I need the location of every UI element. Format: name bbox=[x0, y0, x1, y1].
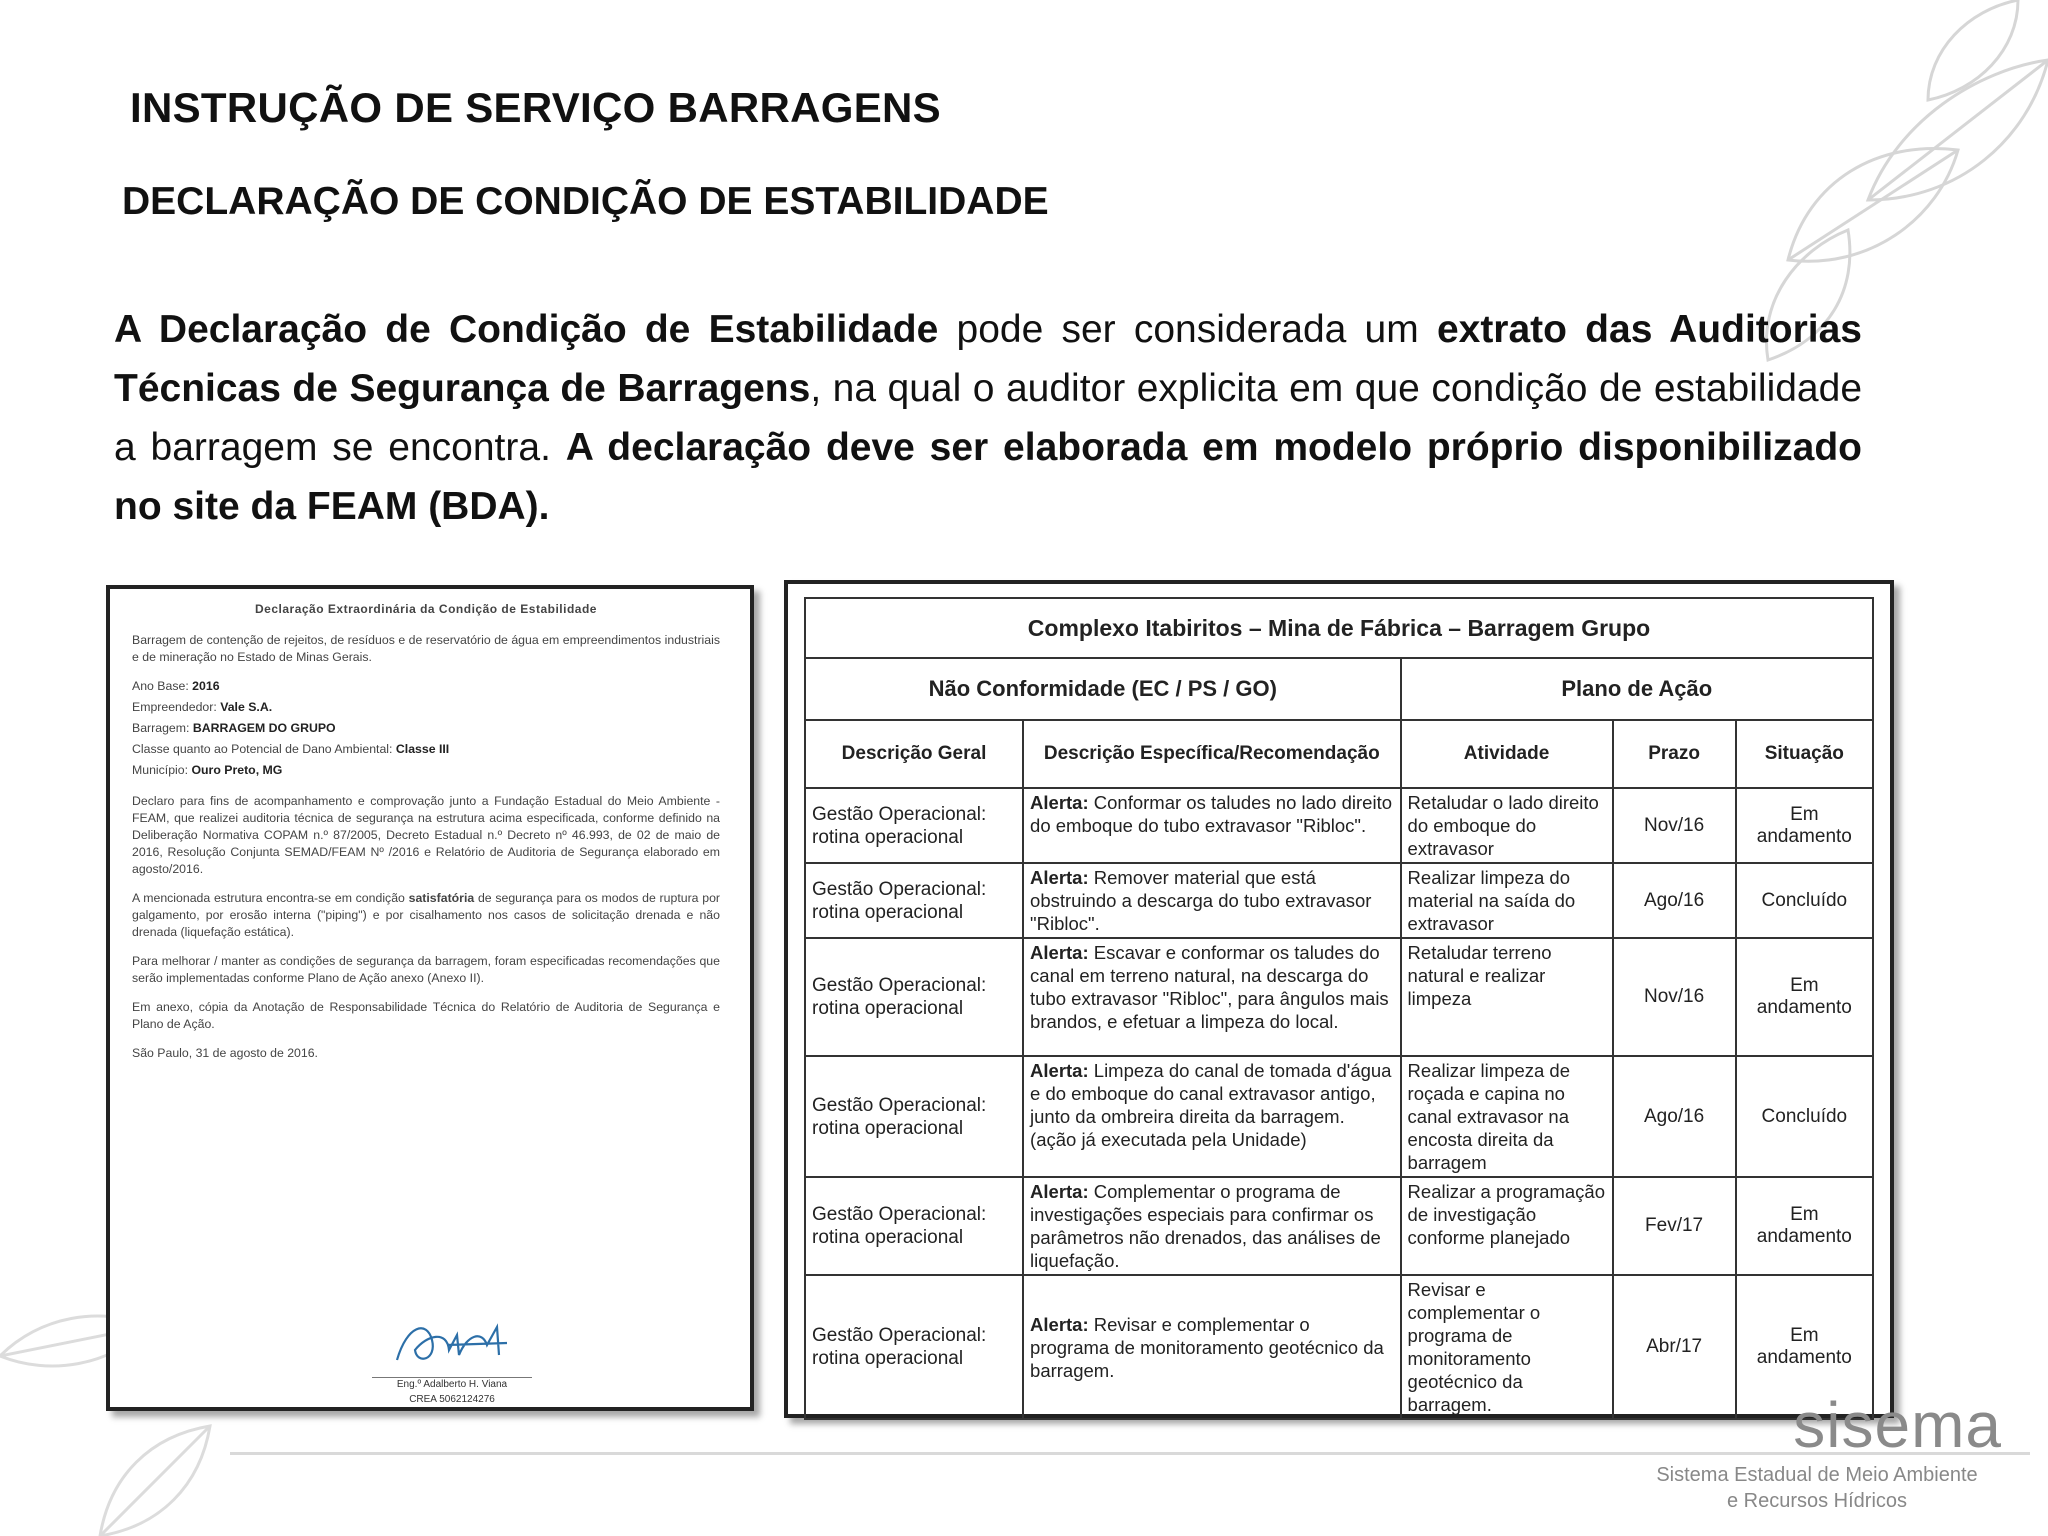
para2-pre: A mencionada estrutura encontra-se em condição bbox=[132, 891, 409, 905]
alert-label: Alerta: bbox=[1030, 942, 1089, 963]
cell-situacao: Em andamento bbox=[1736, 788, 1873, 863]
alert-text: Remover material que está obstruindo a descarga do tubo extravasor "Ribloc". bbox=[1030, 867, 1372, 934]
document-paragraph-3: Para melhorar / manter as condições de segurança da barragem, foram especificadas recomendações que serão implementadas conforme Plano de Ação anexo (Anexo II). bbox=[132, 954, 720, 985]
classe-value: Classe III bbox=[395, 742, 450, 756]
cell-atividade: Realizar limpeza do material na saída do extravasor bbox=[1401, 863, 1613, 938]
alert-label: Alerta: bbox=[1030, 1313, 1089, 1335]
alert-text: Revisar e complementar o programa de monitoramento geotécnico da barragem. bbox=[1030, 1313, 1384, 1381]
group-plano-de-acao: Plano de Ação bbox=[1401, 658, 1873, 720]
signer-crea: CREA 5062124276 bbox=[409, 1394, 495, 1405]
signature-block bbox=[372, 1315, 532, 1408]
document-paragraph-4: Em anexo, cópia da Anotação de Responsabilidade Técnica do Relatório de Auditoria de Segurança e Plano de Ação. bbox=[132, 1000, 720, 1031]
classe-label: Classe quanto ao Potencial de Dano Ambiental: bbox=[132, 742, 393, 756]
declaration-document bbox=[106, 585, 754, 1411]
document-title: Declaração Extraordinária da Condição de Estabilidade bbox=[255, 602, 597, 616]
cell-geral: Gestão Operacional: rotina operacional bbox=[805, 938, 1023, 1056]
municipio-label: Município: bbox=[132, 763, 189, 777]
cell-geral: Gestão Operacional: rotina operacional bbox=[805, 788, 1023, 863]
cell-descricao bbox=[1023, 863, 1401, 938]
sisema-caption-line-1: Sistema Estadual de Meio Ambiente bbox=[1656, 1464, 1978, 1486]
cell-descricao bbox=[1023, 938, 1401, 1056]
para2-bold: satisfatória bbox=[408, 891, 475, 905]
footer-divider bbox=[230, 1452, 2030, 1455]
table-row bbox=[805, 788, 1873, 863]
document-date: São Paulo, 31 de agosto de 2016. bbox=[132, 1046, 318, 1060]
signature-icon bbox=[387, 1315, 517, 1375]
intro-text-1: pode ser considerada um bbox=[938, 308, 1437, 351]
ano-label: Ano Base: bbox=[132, 679, 189, 693]
cell-atividade: Revisar e complementar o programa de monitoramento geotécnico da barragem. bbox=[1401, 1275, 1613, 1419]
cell-atividade: Realizar a programação de investigação conforme planejado bbox=[1401, 1177, 1613, 1275]
sisema-caption bbox=[1652, 1462, 1982, 1514]
group-nao-conformidade: Não Conformidade (EC / PS / GO) bbox=[805, 658, 1401, 720]
intro-bold-1: A Declaração de Condição de Estabilidade bbox=[114, 308, 939, 351]
intro-bold-3: A declaração deve ser elaborada em modelo próprio disponibilizado no site da FEAM (BDA). bbox=[114, 426, 1862, 528]
ano-value: 2016 bbox=[192, 679, 220, 693]
document-meta bbox=[132, 678, 720, 779]
cell-situacao: Em andamento bbox=[1736, 1177, 1873, 1275]
intro-bold-2: extrato das Auditorias Técnicas de Segurança de Barragens bbox=[114, 308, 1862, 410]
cell-atividade: Retaludar terreno natural e realizar limpeza bbox=[1401, 938, 1613, 1056]
cell-prazo: Fev/17 bbox=[1613, 1177, 1736, 1275]
action-plan-table-image bbox=[784, 580, 1894, 1418]
table-title: Complexo Itabiritos – Mina de Fábrica – Barragem Grupo bbox=[805, 598, 1873, 658]
empreendedor-label: Empreendedor: bbox=[132, 700, 217, 714]
col-situacao: Situação bbox=[1736, 720, 1873, 788]
document-subtitle: Barragem de contenção de rejeitos, de resíduos e de reservatório de água em empreendimentos industriais e de mineração no Estado de Minas Gerais. bbox=[132, 633, 720, 664]
document-paragraph-2 bbox=[132, 890, 720, 941]
cell-descricao bbox=[1023, 1275, 1401, 1419]
cell-prazo: Abr/17 bbox=[1613, 1275, 1736, 1419]
cell-situacao: Em andamento bbox=[1736, 1275, 1873, 1419]
table-row bbox=[805, 863, 1873, 938]
cell-descricao bbox=[1023, 788, 1401, 863]
signer-name: Eng.º Adalberto H. Viana bbox=[372, 1377, 532, 1391]
intro-text-2: , na qual o auditor explicita em que condição de estabilidade a barragem se encontra. bbox=[114, 367, 1863, 469]
alert-label: Alerta: bbox=[1030, 1060, 1089, 1081]
cell-geral: Gestão Operacional: rotina operacional bbox=[805, 1056, 1023, 1177]
action-plan-table bbox=[804, 597, 1874, 1420]
col-descricao-especifica: Descrição Específica/Recomendação bbox=[1023, 720, 1401, 788]
document-paragraph-1: Declaro para fins de acompanhamento e comprovação junto a Fundação Estadual do Meio Ambiente - FEAM, que realizei auditoria técnica de segurança na estrutura acima especificada, conforme definido na Deliberação Normativa COPAM n.º 87/2005, Decreto Estadual n.º Decreto nº 46.993, de 02 de maio de 2016, Resolução Conjunta SEMAD/FEAM Nº /2016 e Relatório de Auditoria de Segurança elaborado em agosto/2016. bbox=[132, 794, 720, 876]
alert-text: Escavar e conformar os taludes do canal em terreno natural, na descarga do tubo extravasor "Ribloc", para ângulos mais brandos, e efetuar a limpeza do local. bbox=[1030, 942, 1389, 1032]
cell-geral: Gestão Operacional: rotina operacional bbox=[805, 863, 1023, 938]
intro-paragraph bbox=[114, 300, 1862, 536]
barragem-value: BARRAGEM DO GRUPO bbox=[192, 721, 336, 735]
alert-text: Limpeza do canal de tomada d'água e do emboque do canal extravasor antigo, junto da ombreira direita da barragem. (ação já executada pela Unidade) bbox=[1030, 1060, 1392, 1150]
sisema-caption-line-2: e Recursos Hídricos bbox=[1726, 1490, 1908, 1512]
table-row bbox=[805, 938, 1873, 1056]
cell-situacao: Em andamento bbox=[1736, 938, 1873, 1056]
alert-label: Alerta: bbox=[1030, 792, 1089, 813]
cell-geral: Gestão Operacional: rotina operacional bbox=[805, 1275, 1023, 1419]
cell-situacao: Concluído bbox=[1736, 863, 1873, 938]
alert-text: Conformar os taludes no lado direito do emboque do tubo extravasor "Ribloc". bbox=[1030, 792, 1393, 836]
cell-atividade: Retaludar o lado direito do emboque do extravasor bbox=[1401, 788, 1613, 863]
cell-prazo: Nov/16 bbox=[1613, 788, 1736, 863]
page-subtitle: DECLARAÇÃO DE CONDIÇÃO DE ESTABILIDADE bbox=[122, 180, 1049, 223]
page-title: INSTRUÇÃO DE SERVIÇO BARRAGENS bbox=[130, 84, 941, 131]
col-atividade: Atividade bbox=[1401, 720, 1613, 788]
cell-prazo: Ago/16 bbox=[1613, 1056, 1736, 1177]
municipio-value: Ouro Preto, MG bbox=[191, 763, 283, 777]
alert-label: Alerta: bbox=[1030, 867, 1089, 888]
cell-descricao bbox=[1023, 1177, 1401, 1275]
cell-prazo: Nov/16 bbox=[1613, 938, 1736, 1056]
col-prazo: Prazo bbox=[1613, 720, 1736, 788]
table-row bbox=[805, 1275, 1873, 1419]
cell-geral: Gestão Operacional: rotina operacional bbox=[805, 1177, 1023, 1275]
table-row bbox=[805, 1056, 1873, 1177]
alert-text: Complementar o programa de investigações especiais para confirmar os parâmetros não drenados, das análises de liquefação. bbox=[1030, 1181, 1381, 1271]
cell-atividade: Realizar limpeza de roçada e capina no canal extravasor na encosta direita da barragem bbox=[1401, 1056, 1613, 1177]
empreendedor-value: Vale S.A. bbox=[220, 700, 273, 714]
table-row bbox=[805, 1177, 1873, 1275]
cell-descricao bbox=[1023, 1056, 1401, 1177]
para2-post: de segurança para os modos de ruptura por galgamento, por erosão interna ("piping") e por cisalhamento nos casos de solicitação drenada e não drenada (liquefação estática). bbox=[132, 891, 721, 939]
cell-situacao: Concluído bbox=[1736, 1056, 1873, 1177]
alert-label: Alerta: bbox=[1030, 1181, 1089, 1202]
barragem-label: Barragem: bbox=[132, 721, 190, 735]
cell-prazo: Ago/16 bbox=[1613, 863, 1736, 938]
col-descricao-geral: Descrição Geral bbox=[805, 720, 1023, 788]
sisema-logo: sisema bbox=[1793, 1389, 2002, 1461]
